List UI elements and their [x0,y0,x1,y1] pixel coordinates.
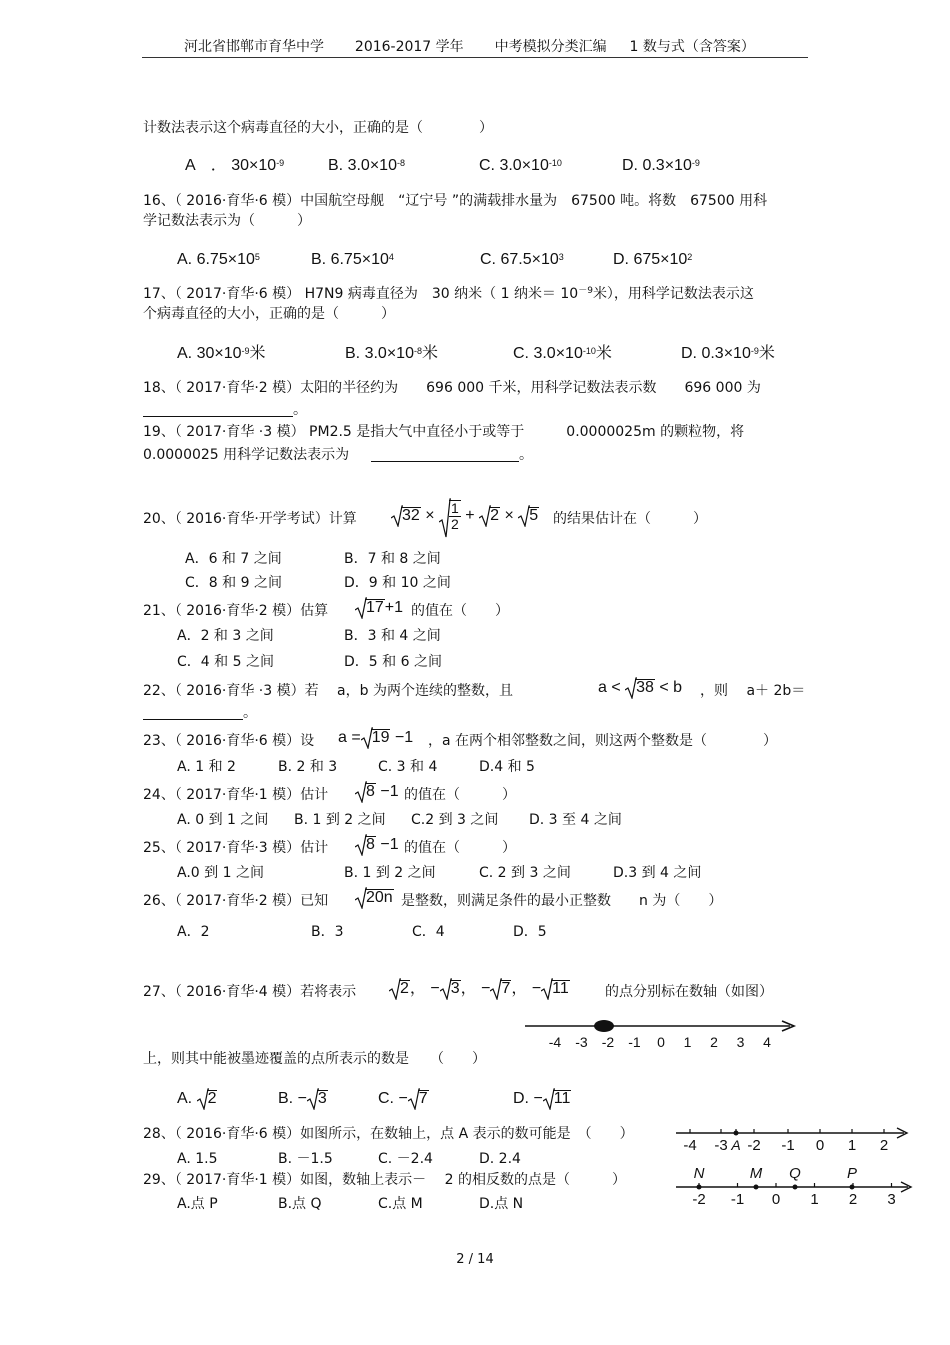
q21-option-a: A．2 和 3 之间 [177,628,274,644]
q18-line1: 18、（ 2017·育华·2 模）太阳的半径约为 696 000 千米，用科学记数法表示数 696 000 为 [143,380,761,396]
q25-prefix: 25、（ 2017·育华·3 模）估计 [143,840,329,856]
q16-line1: 16、（ 2016·育华·6 模）中国航空母舰 “辽宁号 ”的满载排水量为 67500 吨。将数 67500 用科 [143,193,768,209]
page-header [184,36,755,56]
axis-tick-label: 1 [810,1191,819,1208]
sqrt-3: 3 [307,1090,328,1108]
sqrt-7: 7 [490,980,511,998]
axis-tick-label: 2 [710,1034,718,1050]
q22-answer-blank [143,719,243,720]
q21-option-b: B．3 和 4 之间 [344,628,441,644]
header-rule [142,57,808,58]
q19-line1: 19、（ 2017·育华 ·3 模） PM2.5 是指大气中直径小于或等于 0.0000025m 的颗粒物，将 [143,424,745,440]
q28-option-a: A. 1.5 [177,1151,218,1167]
q24-prefix: 24、（ 2017·育华·1 模）估计 [143,787,329,803]
axis-tick-label: 4 [763,1034,771,1050]
q24-option-d: D. 3 至 4 之间 [529,812,622,828]
q23-option-b: B. 2 和 3 [278,759,338,775]
q26-option-a: A．2 [177,924,210,940]
q22-expression: a < 38 < b [598,679,683,696]
q22-prefix: 22、（ 2016·育华 ·3 模）若 a，b 为两个连续的整数，且 [143,683,513,699]
q19-line2-end: 。 [519,447,533,463]
header-year: 2016-2017 学年 [354,39,464,55]
axis-tick-label: 0 [657,1034,665,1050]
q29-option-d: D.点 N [479,1196,524,1212]
q23-expression: a = 19 −1 [338,729,414,746]
q24-option-b: B. 1 到 2 之间 [294,812,386,828]
q27-suffix: 的点分别标在数轴（如图） [605,984,773,1000]
axis-tick-label: 1 [847,1137,857,1154]
q20-prefix: 20、（ 2016·育华·开学考试）计算 [143,511,357,527]
axis-tick-label: 1 [683,1034,692,1050]
header-chapter: 1 数与式（含答案） [629,39,755,55]
q27-option-a: A. 2 [177,1090,217,1107]
q16-line2: 学记数法表示为（ ） [143,213,311,229]
sqrt-19: 19 [361,729,391,747]
q24-suffix: 的值在（ ） [404,787,516,803]
q27-prefix: 27、（ 2016·育华·4 模）若将表示 [143,984,357,1000]
point-label: Q [789,1165,801,1182]
header-series: 中考模拟分类汇编 [494,39,607,55]
q18-line2-end: 。 [293,402,307,418]
point-label: M [749,1165,763,1182]
q25-option-d: D.3 到 4 之间 [613,865,702,881]
sqrt-32: 32 [391,507,421,525]
q27-option-b: B. − 3 [278,1090,327,1107]
point-label: N [693,1165,705,1182]
q20-option-b: B．7 和 8 之间 [344,551,441,567]
q24-expression: 8 −1 [355,783,399,801]
q24-option-a: A. 0 到 1 之间 [177,812,269,828]
axis-tick-label: 0 [771,1191,781,1208]
sqrt-11: 11 [543,1090,572,1108]
q28-option-b: B. －1.5 [278,1151,333,1167]
q15-option-d: D. $0.3\times 10^{-9}$ [622,157,700,174]
q27-line2: 上，则其中能被墨迹覆盖的点所表示的数是 （ ） [143,1051,486,1067]
sqrt-8: 8 [355,836,376,854]
sqrt-8: 8 [355,783,376,801]
sqrt-11: 11 [541,980,570,998]
q29-option-c: C.点 M [378,1196,423,1212]
q25-option-a: A.0 到 1 之间 [177,865,264,881]
q25-expression: 8 −1 [355,836,399,854]
q28-number-line [672,1123,912,1155]
q21-option-c: C．4 和 5 之间 [177,654,274,670]
q16-option-c: C. $67.5\times 10^3$ [480,251,564,268]
axis-tick-label: 2 [848,1191,858,1208]
q16-option-d: D. $675\times 10^2$ [613,251,693,268]
sqrt-2: 2 [389,980,410,998]
q23-option-a: A. 1 和 2 [177,759,236,775]
point-q [793,1185,798,1190]
q27-option-d: D. − 11 [513,1090,571,1107]
axis-tick-label: -4 [548,1034,562,1050]
q26-option-d: D．5 [513,924,547,940]
q15-option-b: B. $3.0\times 10^{-8}$ [328,157,405,174]
point-n [697,1185,702,1190]
q26-prefix: 26、（ 2017·育华·2 模）已知 [143,893,329,909]
q29-line1: 29、（ 2017·育华·1 模）如图，数轴上表示－ 2 的相反数的点是（ ） [143,1172,626,1188]
point-label: A [731,1137,741,1153]
axis-tick-label: 3 [736,1034,745,1050]
q24-option-c: C.2 到 3 之间 [411,812,499,828]
q17-option-b: B. $3.0\times 10^{-8}$米 [345,345,438,362]
q23-suffix: ，a 在两个相邻整数之间，则这两个整数是（ ） [428,733,778,749]
sqrt-17: 17 [355,599,385,617]
q15-stem: 计数法表示这个病毒直径的大小，正确的是（ ） [143,120,493,136]
sqrt-38: 38 [625,679,655,697]
q25-option-c: C. 2 到 3 之间 [479,865,571,881]
q21-expression: 17+1 [355,599,403,617]
q29-option-a: A.点 P [177,1196,218,1212]
point-a [734,1131,739,1136]
axis-tick-label: 0 [815,1137,825,1154]
q17-option-a: A. $30\times 10^{-9}$米 [177,345,266,362]
q15-option-a: A ． $30\times 10^{-9}$ [185,157,285,174]
q20-option-d: D．9 和 10 之间 [344,575,451,591]
point-p [850,1185,855,1190]
axis-tick-label: -4 [683,1137,697,1154]
axis-tick-label: -1 [781,1137,795,1154]
axis-tick-label: 2 [879,1137,889,1154]
q27-expression: 2， − 3， − 7， − 11 [389,980,570,998]
sqrt-2: 2 [197,1090,218,1108]
sqrt-3: 3 [440,980,461,998]
axis-tick-label: -2 [601,1034,615,1050]
q28-option-d: D. 2.4 [479,1151,521,1167]
axis-tick-label: -2 [747,1137,761,1154]
q29-option-b: B.点 Q [278,1196,322,1212]
sqrt-7: 7 [408,1090,429,1108]
q21-suffix: 的值在（ ） [411,603,509,619]
q26-option-c: C．4 [412,924,445,940]
axis-tick-label: -3 [714,1137,728,1154]
q20-expression: 32 × $\frac{1}{2}$ + 2 × 5 [391,500,539,542]
q29-number-line [672,1163,916,1211]
sqrt-20n: 20n [355,889,394,907]
q16-option-b: B. $6.75\times 10^4$ [311,251,394,268]
sqrt-half: $\frac{1}{2}$ [439,500,461,532]
q17-option-c: C. $3.0\times 10^{-10}$米 [513,345,612,362]
q23-option-c: C. 3 和 4 [378,759,438,775]
q25-option-b: B. 1 到 2 之间 [344,865,436,881]
axis-tick-label: -1 [730,1191,745,1208]
q23-option-d: D.4 和 5 [479,759,535,775]
point-label: P [846,1165,858,1182]
axis-tick-label: 3 [887,1191,896,1208]
q19-answer-blank [371,461,519,462]
q27-number-line [520,1010,800,1055]
q15-option-c: C. $3.0\times 10^{-10}$ [479,157,562,174]
q19-line2: 0.0000025 用科学记数法表示为 [143,447,350,463]
q22-suffix: ，则 a＋ 2b＝ [700,683,806,699]
q21-prefix: 21、（ 2016·育华·2 模）估算 [143,603,329,619]
q20-option-c: C．8 和 9 之间 [185,575,282,591]
q21-option-d: D．5 和 6 之间 [344,654,442,670]
q17-line2: 个病毒直径的大小，正确的是（ ） [143,306,395,322]
axis-tick-label: -2 [692,1191,706,1208]
q18-answer-blank [143,416,293,417]
page-number: 2 / 14 [456,1252,494,1267]
q20-option-a: A．6 和 7 之间 [185,551,282,567]
axis-tick-label: -3 [575,1034,588,1050]
axis-tick-label: -1 [628,1034,641,1050]
sqrt-5: 5 [518,507,539,525]
q26-option-b: B．3 [311,924,344,940]
q17-line1: 17、（ 2017·育华·6 模） H7N9 病毒直径为 30 纳米（ 1 纳米＝ $10^{-9}$米），用科学记数法表示这 [143,286,754,302]
sqrt-2: 2 [479,507,500,525]
q17-option-d: D. $0.3\times 10^{-9}$米 [681,345,775,362]
q28-line1: 28、（ 2016·育华·6 模）如图所示，在数轴上，点 A 表示的数可能是 （ ） [143,1126,634,1142]
q22-line2-end: 。 [243,705,257,721]
q26-expression [355,889,394,907]
q16-option-a: A. $6.75\times 10^5$ [177,251,260,268]
ink-blot [594,1020,614,1032]
header-school: 河北省邯郸市育华中学 [184,39,324,55]
q20-suffix: 的结果估计在（ ） [553,511,707,527]
q28-option-c: C. －2.4 [378,1151,433,1167]
q25-suffix: 的值在（ ） [404,840,516,856]
q26-suffix: 是整数，则满足条件的最小正整数 n 为（ ） [401,893,723,909]
point-m [754,1185,759,1190]
q23-prefix: 23、（ 2016·育华·6 模）设 [143,733,315,749]
q27-option-c: C. − 7 [378,1090,428,1107]
